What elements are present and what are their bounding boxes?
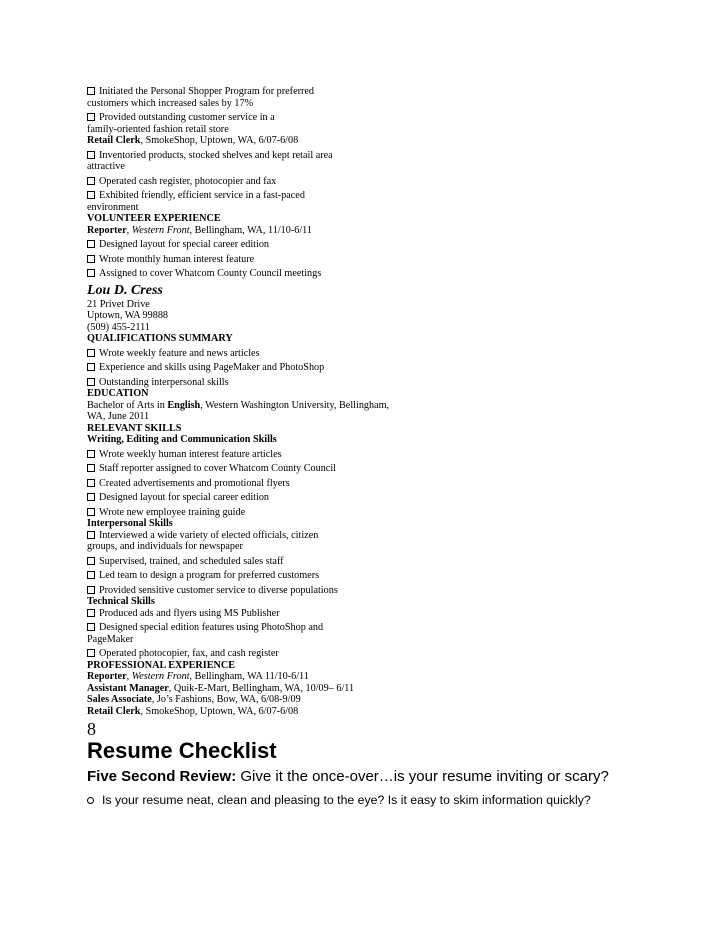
checkbox-icon	[87, 378, 95, 386]
education-line: Bachelor of Arts in English, Western Washington University, Bellingham,	[87, 399, 390, 411]
checkbox-icon	[87, 269, 95, 277]
section-heading: VOLUNTEER EXPERIENCE	[87, 213, 221, 224]
checkbox-icon	[87, 649, 95, 657]
job-line: Sales Associate, Jo’s Fashions, Bow, WA, 6/08-9/09	[87, 694, 301, 705]
phone-number: (509) 455-2111	[87, 321, 150, 333]
job-line: Assistant Manager, Quik-E-Mart, Bellingham, WA, 10/09– 6/11	[87, 682, 355, 694]
checkbox-icon	[87, 450, 95, 458]
list-item: Provided outstanding customer service in a	[87, 112, 707, 124]
page-number: 8	[87, 719, 96, 739]
list-item: Wrote monthly human interest feature	[87, 254, 707, 266]
checkbox-icon	[87, 479, 95, 487]
list-item: Inventoried products, stocked shelves and kept retail area	[87, 150, 707, 162]
job-line: Retail Clerk, SmokeShop, Uptown, WA, 6/07-6/08	[87, 135, 299, 146]
checkbox-icon	[87, 349, 95, 357]
list-item: Provided sensitive customer service to diverse populations	[87, 585, 707, 597]
checkbox-icon	[87, 557, 95, 565]
list-item: Designed special edition features using PhotoShop and	[87, 622, 707, 634]
list-item: Wrote weekly feature and news articles	[87, 348, 707, 360]
checkbox-icon	[87, 571, 95, 579]
list-item: Designed layout for special career edition	[87, 492, 707, 504]
subsection-heading: Technical Skills	[87, 596, 155, 607]
list-item: Supervised, trained, and scheduled sales staff	[87, 556, 707, 568]
list-item: Assigned to cover Whatcom County Council meetings	[87, 268, 707, 280]
checkbox-icon	[87, 191, 95, 199]
list-item-continuation: environment	[87, 201, 139, 213]
circle-bullet-icon	[87, 797, 94, 804]
list-item: Initiated the Personal Shopper Program for preferred	[87, 86, 707, 98]
checkbox-icon	[87, 623, 95, 631]
checkbox-icon	[87, 363, 95, 371]
checklist-title: Resume Checklist	[87, 738, 277, 763]
education-line: WA, June 2011	[87, 411, 150, 422]
section-heading: EDUCATION	[87, 388, 149, 399]
list-item: Exhibited friendly, efficient service in a fast-paced	[87, 190, 707, 202]
checkbox-icon	[87, 464, 95, 472]
address-city: Uptown, WA 99888	[87, 310, 169, 321]
checkbox-icon	[87, 113, 95, 121]
resume-page	[87, 86, 707, 808]
checkbox-icon	[87, 255, 95, 263]
list-item: Operated photocopier, fax, and cash register	[87, 648, 707, 660]
list-item: Designed layout for special career edition	[87, 239, 707, 251]
list-item-continuation: PageMaker	[87, 633, 134, 645]
job-line: Reporter, Western Front, Bellingham, WA 11/10-6/11	[87, 671, 309, 682]
checkbox-icon	[87, 493, 95, 501]
checkbox-icon	[87, 87, 95, 95]
checkbox-icon	[87, 240, 95, 248]
list-item: Created advertisements and promotional flyers	[87, 478, 707, 490]
subsection-heading: Writing, Editing and Communication Skills	[87, 434, 277, 445]
section-heading: PROFESSIONAL EXPERIENCE	[87, 659, 236, 671]
list-item: Produced ads and flyers using MS Publisher	[87, 608, 707, 620]
list-item-continuation: family-oriented fashion retail store	[87, 123, 229, 135]
list-item-continuation: groups, and individuals for newspaper	[87, 541, 243, 552]
list-item: Led team to design a program for preferred customers	[87, 570, 707, 582]
job-line: Retail Clerk, SmokeShop, Uptown, WA, 6/07-6/08	[87, 705, 299, 717]
five-second-review: Five Second Review: Give it the once-over…is your resume inviting or scary?	[87, 768, 609, 785]
checkbox-icon	[87, 609, 95, 617]
section-heading: QUALIFICATIONS SUMMARY	[87, 333, 233, 344]
list-item: Interviewed a wide variety of elected officials, citizen	[87, 530, 707, 542]
section-heading: RELEVANT SKILLS	[87, 422, 182, 434]
checkbox-icon	[87, 508, 95, 516]
checkbox-icon	[87, 586, 95, 594]
list-item: Staff reporter assigned to cover Whatcom County Council	[87, 463, 707, 475]
list-item: Operated cash register, photocopier and fax	[87, 176, 707, 188]
list-item: Wrote new employee training guide	[87, 507, 707, 519]
subsection-heading: Interpersonal Skills	[87, 518, 173, 529]
list-item: Outstanding interpersonal skills	[87, 377, 707, 389]
list-item-continuation: attractive	[87, 161, 125, 172]
address-street: 21 Privet Drive	[87, 298, 150, 310]
job-line: Reporter, Western Front, Bellingham, WA, 11/10-6/11	[87, 224, 312, 236]
list-item: Wrote weekly human interest feature articles	[87, 449, 707, 461]
checkbox-icon	[87, 151, 95, 159]
list-item: Experience and skills using PageMaker and PhotoShop	[87, 362, 707, 374]
applicant-name: Lou D. Cress	[87, 282, 163, 298]
checklist-question: Is your resume neat, clean and pleasing to the eye? Is it easy to skim information quickly?	[87, 793, 707, 808]
checkbox-icon	[87, 177, 95, 185]
checkbox-icon	[87, 531, 95, 539]
list-item-continuation: customers which increased sales by 17%	[87, 97, 254, 109]
